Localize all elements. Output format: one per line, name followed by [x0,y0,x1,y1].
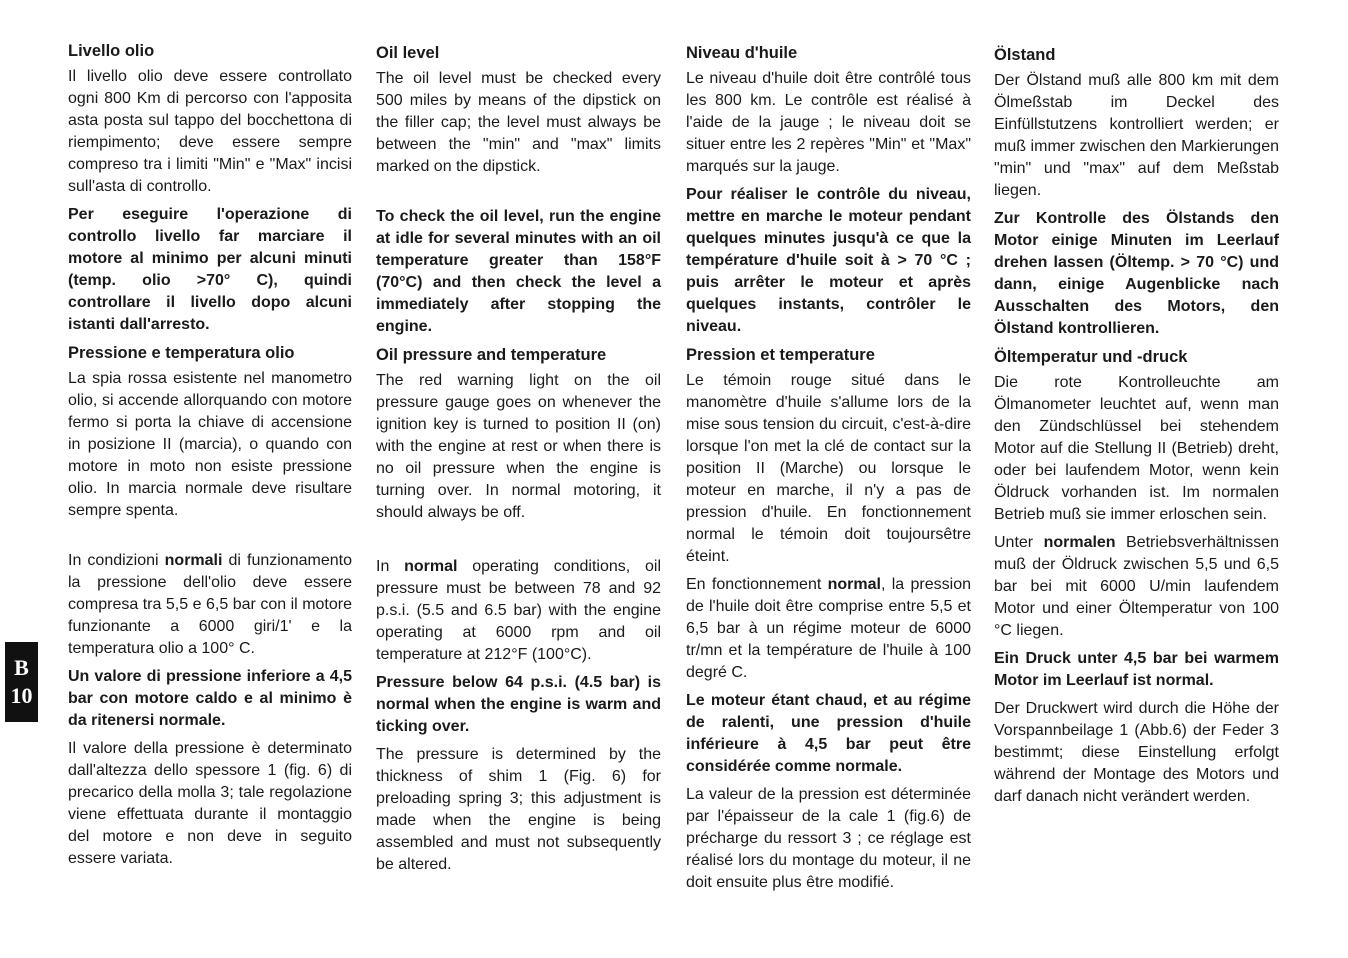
paragraph-low-pressure-fr: Le moteur étant chaud, et au régime de ralenti, une pression d'huile inférieure à 4,5 bar peut être considérée comme normale. [686,692,971,775]
paragraph-check-procedure-en: To check the oil level, run the engine at idle for several minutes with an oil temperature greater than 158°F (70°C) and then check the level a immediately after stopping the engine. [376,208,661,335]
heading-pressure-temperature-en: Oil pressure and temperature [376,346,607,364]
paragraph-oil-level-check-de: Der Ölstand muß alle 800 km mit dem Ölmeßstab im Deckel des Einfüllstutzens kontrolliert werden; er muß immer zwischen den Markierungen "min" und "max" auf dem Meßstab liegen. [994,72,1279,199]
section-tab-letter: B [14,655,29,680]
column-french [686,42,971,900]
paragraph-oil-level-check-en: The oil level must be checked every 500 miles by means of the dipstick on the filler cap; the level must always be between the "min" and "max" limits marked on the dipstick. [376,70,661,175]
paragraph-normal-pressure-de: Unter normalen Betriebsverhältnissen muß der Öldruck zwischen 5,5 und 6,5 bar bei mit 6000 U/min laufendem Motor und einer Öltemperatur von 100 °C liegen. [994,534,1279,639]
paragraph-oil-level-check-it: Il livello olio deve essere controllato ogni 800 Km di percorso con l'apposita asta posta sul tappo del bocchettona di riempimento; deve essere sempre compreso tra i limiti "Min" e "Max" incisi sull'asta di controllo. [68,68,352,195]
heading-oil-level-fr: Niveau d'huile [686,44,798,62]
section-tab-number: 10 [10,683,33,708]
paragraph-warning-light-it: La spia rossa esistente nel manometro olio, si accende allorquando con motore fermo si porta la chiave di accensione in posizione II (marcia), o quando con motore in moto non esiste pressione olio. In marcia normale deve risultare sempre spenta. [68,370,352,519]
paragraph-low-pressure-de: Ein Druck unter 4,5 bar bei warmem Motor im Leerlauf ist normal. [994,650,1279,689]
paragraph-shim-adjustment-en: The pressure is determined by the thickness of shim 1 (Fig. 6) for preloading spring 3; this adjustment is made when the engine is being assembled and must not subsequently be altered. [376,746,661,873]
heading-pressure-temperature-fr: Pression et temperature [686,346,875,364]
column-italian [68,40,352,876]
paragraph-shim-adjustment-de: Der Druckwert wird durch die Höhe der Vorspannbeilage 1 (Abb.6) der Feder 3 bestimmt; diese Einstellung erfolgt während der Montage des Motors und darf danach nicht verändert werden. [994,700,1279,805]
heading-pressure-temperature-it: Pressione e temperatura olio [68,344,295,362]
paragraph-normal-pressure-fr: En fonctionnement normal, la pression de l'huile doit être comprise entre 5,5 et 6,5 bar à un régime moteur de 6000 tr/mn et la température de l'huile à 100 degré C. [686,576,971,681]
paragraph-warning-light-fr: Le témoin rouge situé dans le manomètre d'huile s'allume lors de la mise sous tension du circuit, c'est-à-dire lorsque l'on met la clé de contact sur la position II (Marche) ou lorsque le moteur en marche, il n'y a pas de pression d'huile. En fonctionnement normal le témoin doit toujoursêtre éteint. [686,372,971,565]
heading-oil-level-en: Oil level [376,44,440,62]
paragraph-shim-adjustment-fr: La valeur de la pression est déterminée par l'épaisseur de la cale 1 (fig.6) de précharge du ressort 3 ; ce réglage est réalisé lors du montage du moteur, il ne doit ensuite plus être modifié. [686,786,971,891]
heading-oil-level-it: Livello olio [68,42,155,60]
column-english [376,42,661,882]
paragraph-shim-adjustment-it: Il valore della pressione è determinato dall'altezza dello spessore 1 (fig. 6) di precarico della molla 3; tale regolazione viene effettuata durante il montaggio del motore e non deve in seguito essere variata. [68,740,352,867]
paragraph-check-procedure-fr: Pour réaliser le contrôle du niveau, mettre en marche le moteur pendant quelques minutes jusqu'à ce que la température d'huile soit à > 70 °C ; puis arrêter le moteur et après quelques instants, contrôler le niveau. [686,186,971,335]
paragraph-low-pressure-it: Un valore di pressione inferiore a 4,5 bar con motore caldo e al minimo è da ritenersi normale. [68,668,352,729]
paragraph-warning-light-de: Die rote Kontrolleuchte am Ölmanometer leuchtet auf, wenn man den Zündschlüssel bei stehendem Motor auf die Stellung II (Betrieb) dreht, oder bei laufendem Motor, wenn kein Öldruck vorhanden ist. Im normalen Betrieb muß sie immer erloschen sein. [994,374,1279,523]
column-german [994,44,1279,814]
heading-pressure-temperature-de: Öltemperatur und -druck [994,348,1188,366]
paragraph-normal-pressure-en: In normal operating conditions, oil pressure must be between 78 and 92 p.s.i. (5.5 and 6.5 bar) with the engine operating at 6000 rpm and oil temperature at 212°F (100°C). [376,558,661,663]
paragraph-oil-level-check-fr: Le niveau d'huile doit être contrôlé tous les 800 km. Le contrôle est réalisé à l'aide de la jauge ; le niveau doit se situer entre les 2 repères "Min" et "Max" marqués sur la jauge. [686,70,971,175]
section-tab-b10 [5,642,38,722]
paragraph-low-pressure-en: Pressure below 64 p.s.i. (4.5 bar) is normal when the engine is warm and ticking over. [376,674,661,735]
paragraph-normal-pressure-it: In condizioni normali di funzionamento la pressione dell'olio deve essere compresa tra 5,5 e 6,5 bar con il motore funzionante a 6000 giri/1' e la temperatura olio a 100° C. [68,552,352,657]
paragraph-check-procedure-de: Zur Kontrolle des Ölstands den Motor einige Minuten im Leerlauf drehen lassen (Öltemp. > 70 °C) und dann, einige Augenblicke nach Ausschalten des Motors, den Ölstand kontrollieren. [994,210,1279,337]
paragraph-warning-light-en: The red warning light on the oil pressure gauge goes on whenever the ignition key is turned to position II (on) with the engine at rest or when there is no oil pressure when the engine is turning over. In normal motoring, it should always be off. [376,372,661,521]
heading-oil-level-de: Ölstand [994,46,1056,64]
paragraph-check-procedure-it: Per eseguire l'operazione di controllo livello far marciare il motore al minimo per alcuni minuti (temp. olio >70° C), quindi controllare il livello dopo alcuni istanti dall'arresto. [68,206,352,333]
